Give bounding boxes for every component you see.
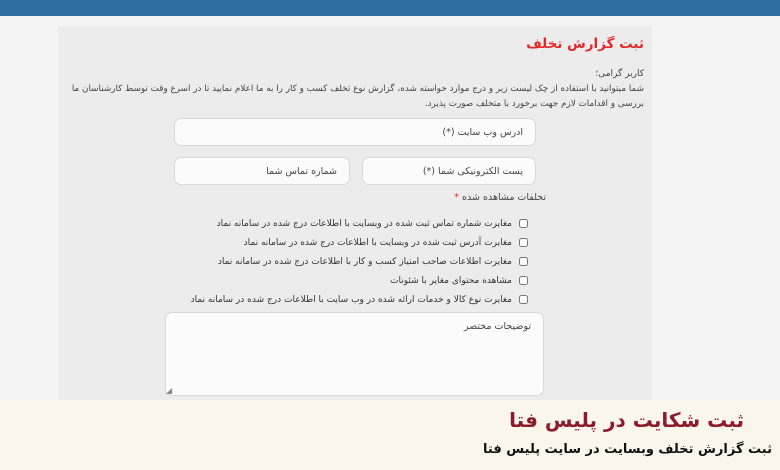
- list-item: [191, 290, 528, 309]
- violations-label: [454, 192, 546, 203]
- top-navigation-bar: [0, 0, 780, 16]
- violation-checkbox-content[interactable]: [519, 276, 528, 285]
- required-asterisk: *: [454, 192, 459, 203]
- option-label: مشاهده محتوای مغایر با شئونات: [389, 275, 512, 286]
- violation-checklist: [191, 214, 528, 309]
- form-title: ثبت گزارش تخلف: [526, 36, 644, 52]
- option-label: مغایرت شماره تماس ثبت شده در وبسایت با اطلاعات درج شده در سامانه نماد: [216, 218, 512, 229]
- list-item: [191, 252, 528, 271]
- violation-report-form: [58, 26, 652, 402]
- list-item: [191, 271, 528, 290]
- violation-checkbox-owner[interactable]: [519, 257, 528, 266]
- resize-grip-icon[interactable]: ◢: [166, 386, 173, 395]
- option-label: مغایرت اطلاعات صاحب امتیاز کسب و کار با اطلاعات درج شده در سامانه نماد: [217, 256, 512, 267]
- banner-subtitle: ثبت گزارش تخلف وبسایت در سایت پلیس فتا: [483, 442, 772, 457]
- phone-input[interactable]: [174, 157, 350, 185]
- violation-checkbox-address[interactable]: [519, 238, 528, 247]
- violation-checkbox-phone[interactable]: [519, 219, 528, 228]
- violations-label-text: تخلفات مشاهده شده: [462, 192, 546, 203]
- violation-checkbox-goods[interactable]: [519, 295, 528, 304]
- greeting-text: کاربر گرامی؛: [595, 69, 644, 79]
- form-description: شما میتوانید با استفاده از چک لیست زیر و درج موارد خواسته شده، گزارش نوع تخلف کسب و کار را به ما اعلام نمایید تا در اسرع وقت توسط کارشناسان ما بررسی و اقدامات لازم جهت برخورد با متخلف صورت پذیرد.: [71, 84, 644, 109]
- short-description-textarea[interactable]: [165, 312, 544, 396]
- article-banner: [0, 400, 780, 470]
- email-input[interactable]: [362, 157, 536, 185]
- option-label: مغایرت نوع کالا و خدمات ارائه شده در وب سایت با اطلاعات درج شده در سامانه نماد: [190, 294, 512, 305]
- list-item: [191, 214, 528, 233]
- list-item: [191, 233, 528, 252]
- banner-title: ثبت شکایت در پلیس فتا: [509, 408, 744, 432]
- option-label: مغایرت آدرس ثبت شده در وبسایت با اطلاعات درج شده در سامانه نماد: [243, 237, 512, 248]
- website-address-input[interactable]: [174, 118, 536, 146]
